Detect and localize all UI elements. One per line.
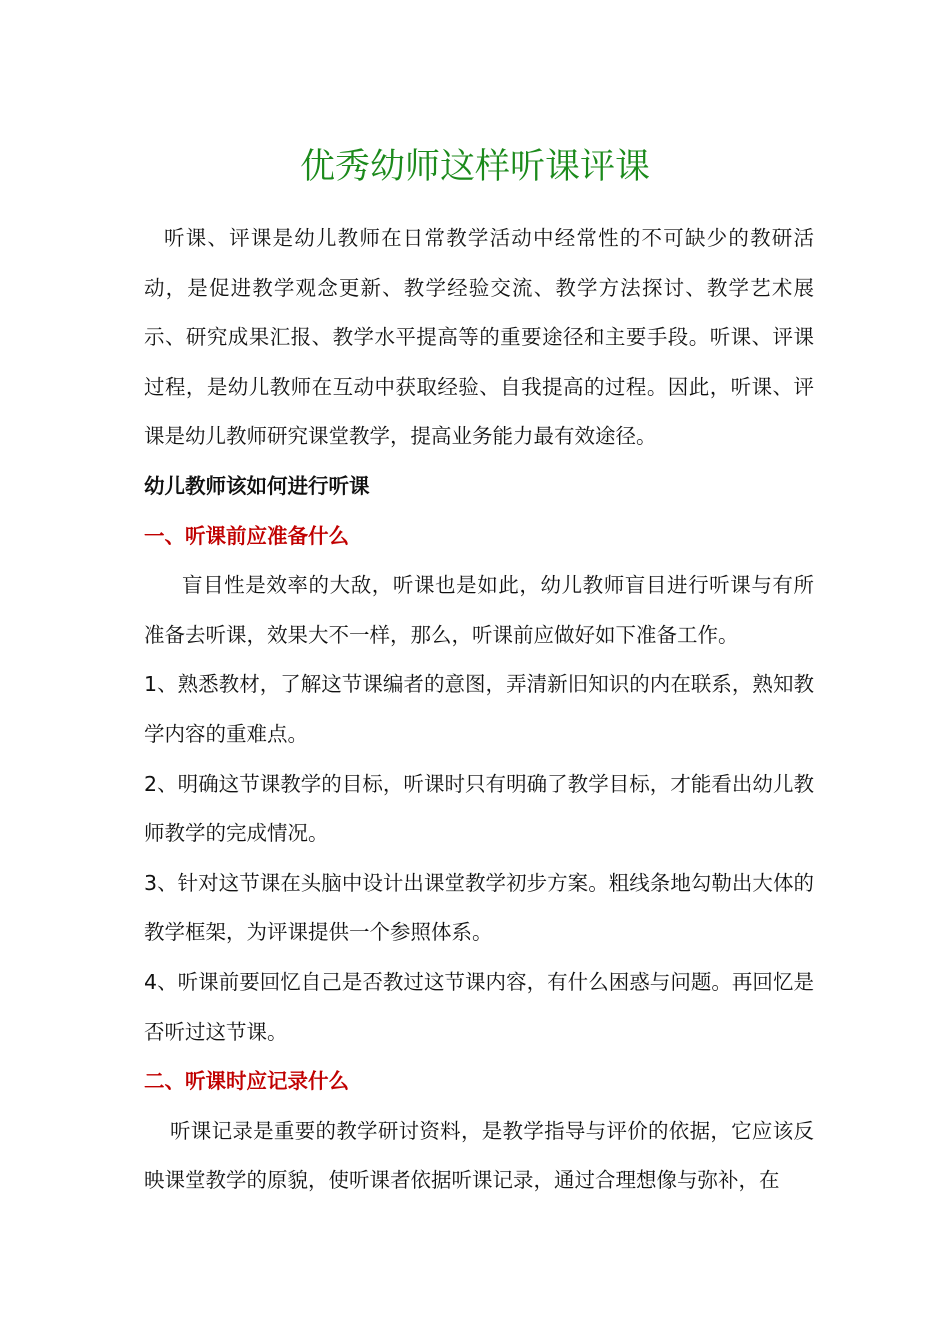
section2-heading: 二、听课时应记录什么 bbox=[144, 1069, 349, 1094]
section1-item-4: 4、听课前要回忆自己是否教过这节课内容，有什么困惑与问题。再回忆是否听过这节课。 bbox=[144, 969, 814, 1044]
section1-item-3: 3、针对这节课在头脑中设计出课堂教学初步方案。粗线条地勾勒出大体的教学框架，为评课提供一个参照体系。 bbox=[144, 870, 814, 945]
section1-item-2: 2、明确这节课教学的目标，听课时只有明确了教学目标，才能看出幼儿教师教学的完成情况。 bbox=[144, 771, 814, 846]
section1-paragraph: 盲目性是效率的大敌，听课也是如此，幼儿教师盲目进行听课与有所准备去听课，效果大不一样，那么，听课前应做好如下准备工作。 bbox=[144, 573, 814, 647]
document-title: 优秀幼师这样听课评课 bbox=[299, 147, 650, 187]
intro-paragraph: 听课、评课是幼儿教师在日常教学活动中经常性的不可缺少的教研活动，是促进教学观念更新、教学经验交流、教学方法探讨、教学艺术展示、研究成果汇报、教学水平提高等的重要途径和主要手段。听课、评课过程，是幼儿教师在互动中获取经验、自我提高的过程。因此，听课、评课是幼儿教师研究课堂教学，提高业务能力最有效途径。 bbox=[144, 226, 814, 449]
section1-heading: 一、听课前应准备什么 bbox=[144, 523, 349, 548]
section1-item-1: 1、熟悉教材，了解这节课编者的意图，弄清新旧知识的内在联系，熟知教学内容的重难点。 bbox=[144, 672, 814, 746]
main-heading: 幼儿教师该如何进行听课 bbox=[144, 473, 370, 498]
section2-paragraph: 听课记录是重要的教学研讨资料，是教学指导与评价的依据，它应该反映课堂教学的原貌，使听课者依据听课记录，通过合理想像与弥补，在 bbox=[144, 1118, 814, 1193]
document-body bbox=[144, 214, 814, 1206]
